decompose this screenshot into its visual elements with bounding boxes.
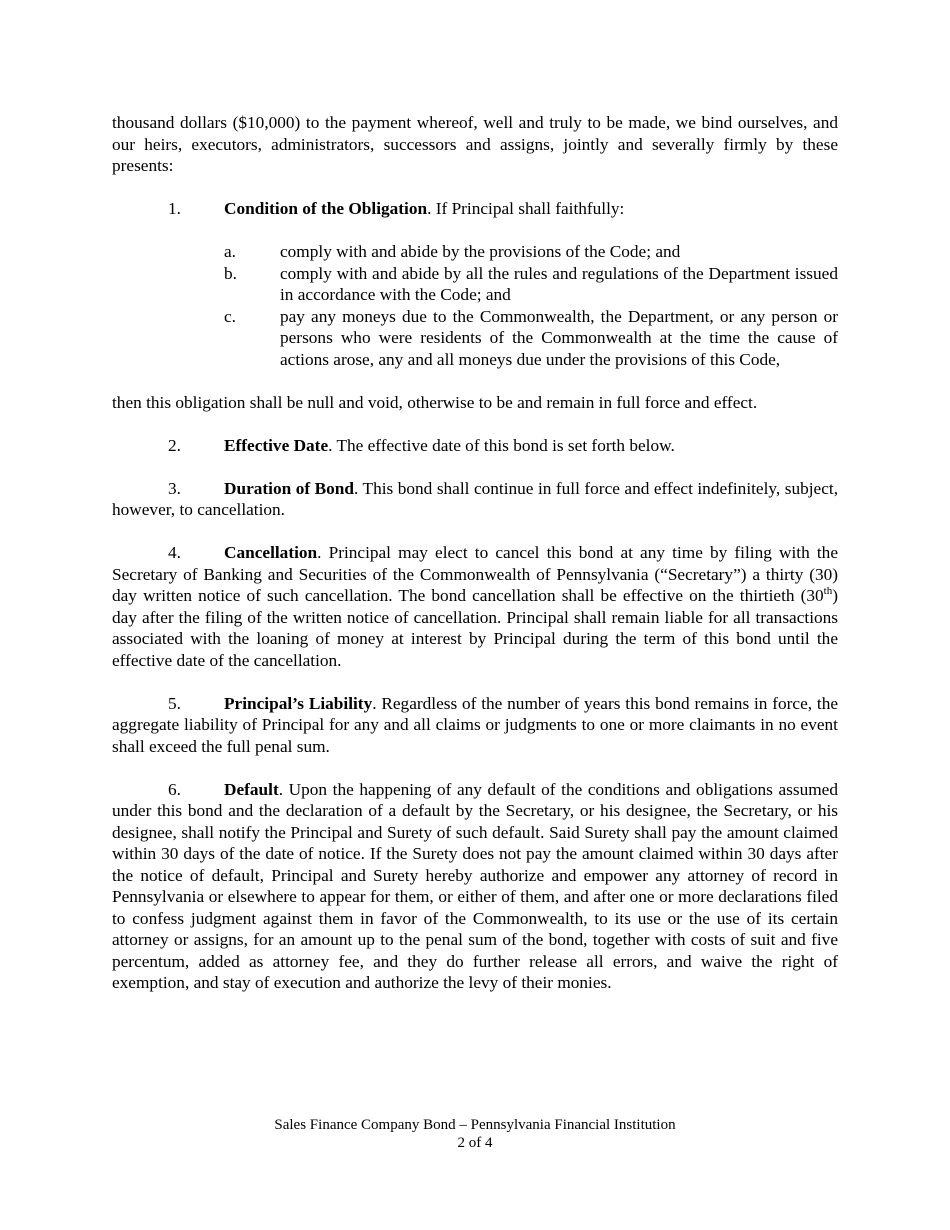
section-text: . This bond shall continue in full force and effect indefinitely, subject, however, to cancellation. bbox=[112, 478, 839, 519]
list-item-letter: c. bbox=[224, 306, 236, 326]
list-item bbox=[224, 306, 838, 371]
section-number: 4. bbox=[168, 543, 181, 562]
document-body bbox=[112, 112, 838, 994]
list-item bbox=[224, 241, 838, 263]
section-text: . If Principal shall faithfully: bbox=[427, 199, 625, 218]
list-item-text: comply with and abide by all the rules and regulations of the Department issued in accordance with the Code; and bbox=[280, 263, 838, 304]
section-title: Duration of Bond bbox=[224, 478, 355, 498]
page-footer bbox=[0, 1116, 950, 1152]
section-text-continued: ) day after the filing of the written notice of cancellation. Principal shall remain liable for all transactions associated with the loaning of money at interest by Principal during the term of this bond until the effective date of the cancellation. bbox=[112, 586, 838, 670]
section-title: Default bbox=[224, 779, 279, 799]
section-3-paragraph bbox=[112, 478, 838, 521]
footer-title: Sales Finance Company Bond – Pennsylvania Financial Institution bbox=[274, 1117, 676, 1133]
section-text: . Regardless of the number of years this bond remains in force, the aggregate liability of Principal for any and all claims or judgments to one or more claimants in no event shall exceed the full penal sum. bbox=[112, 693, 839, 756]
ordinal-superscript: th bbox=[823, 585, 833, 598]
section-text: . Upon the happening of any default of the conditions and obligations assumed under this bond and the declaration of a default by the Secretary, or his designee, the Secretary, or his designee, shall notify the Principal and Surety of such default. Said Surety shall pay the amount claimed within 30 days of the date of notice. If the Surety does not pay the amount claimed within 30 days after the notice of default, Principal and Surety hereby authorize and empower any attorney of record in Pennsylvania or elsewhere to appear for them, or either of them, and after one or more declarations filed to confess judgment against them in favor of the Commonwealth, to its use or the use of its certain attorney or assigns, for an amount up to the penal sum of the bond, together with costs of suit and five percentum, added as attorney fee, and they do further release all errors, and waive the right of exemption, and stay of execution and authorize the levy of their monies. bbox=[112, 779, 838, 992]
opening-paragraph: thousand dollars ($10,000) to the payment whereof, well and truly to be made, we bind ourselves, and our heirs, executors, administrators, successors and assigns, jointly and severally firmly by these presents: bbox=[112, 113, 838, 175]
section-1-heading bbox=[112, 198, 838, 220]
section-2-paragraph bbox=[112, 435, 838, 457]
list-item-text: comply with and abide by the provisions of the Code; and bbox=[280, 242, 681, 261]
section-number: 6. bbox=[168, 779, 181, 799]
section-text: . Principal may elect to cancel this bond at any time by filing with the Secretary of Banking and Securities of the Commonwealth of Pennsylvania (“Secretary”) a thirty (30) day written notice of such cancellation. The bond cancellation shall be effective on the thirtieth (30 bbox=[112, 543, 838, 605]
section-6-paragraph bbox=[112, 779, 838, 994]
section-title: Effective Date bbox=[224, 435, 329, 455]
page-number: 2 of 4 bbox=[457, 1135, 493, 1151]
section-title: Cancellation bbox=[224, 543, 318, 562]
section-number: 2. bbox=[168, 435, 181, 455]
section-title: Principal’s Liability bbox=[224, 693, 373, 713]
list-item-text: pay any moneys due to the Commonwealth, the Department, or any person or persons who were residents of the Commonwealth at the time the cause of actions arose, any and all moneys due under the provisions of this Code, bbox=[280, 306, 838, 369]
list-item bbox=[224, 263, 838, 306]
closing-paragraph: then this obligation shall be null and void, otherwise to be and remain in full force and effect. bbox=[112, 392, 758, 412]
condition-list bbox=[224, 241, 838, 370]
section-number: 1. bbox=[168, 199, 181, 218]
list-item-letter: a. bbox=[224, 242, 236, 261]
section-number: 3. bbox=[168, 478, 181, 498]
section-number: 5. bbox=[168, 693, 181, 713]
section-text: . The effective date of this bond is set forth below. bbox=[328, 435, 675, 455]
section-5-paragraph bbox=[112, 693, 838, 758]
section-title: Condition of the Obligation bbox=[224, 199, 428, 218]
list-item-letter: b. bbox=[224, 263, 237, 283]
section-4-paragraph bbox=[112, 542, 838, 671]
